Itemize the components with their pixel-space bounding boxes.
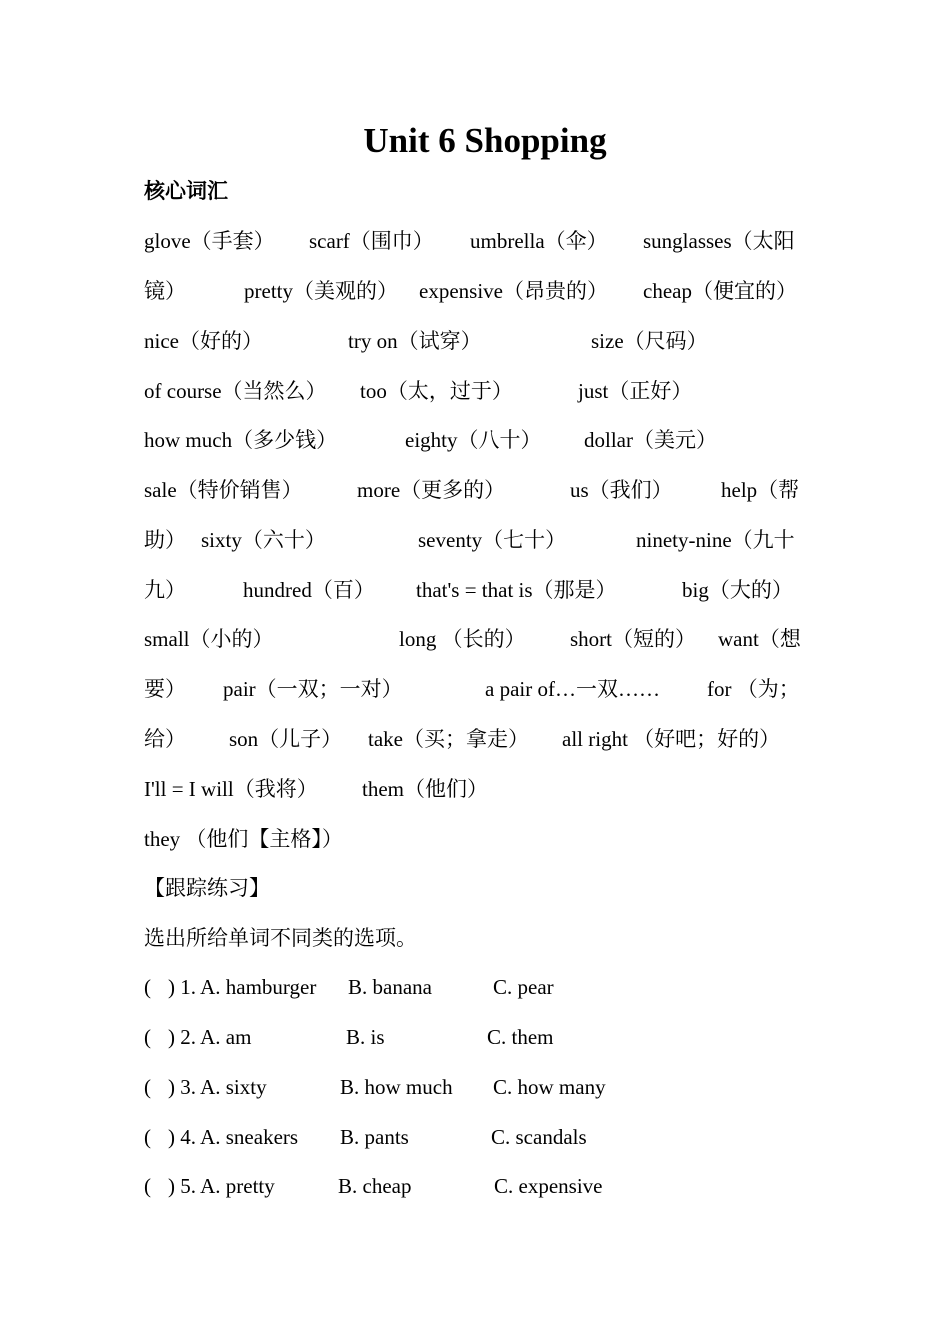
question-row (144, 1072, 814, 1102)
question-option-a: ) 4. A. sneakers (168, 1125, 299, 1149)
vocab-item: nice（好的） (144, 329, 263, 353)
question-option-a: ) 3. A. sixty (168, 1075, 267, 1099)
answer-bracket[interactable]: ( (144, 1075, 151, 1099)
vocab-item: glove（手套） (144, 229, 275, 253)
question-option-c: C. scandals (491, 1125, 587, 1149)
vocab-item: scarf（围巾） (309, 229, 434, 253)
question-row (144, 1122, 814, 1152)
practice-heading: 【跟踪练习】 (144, 876, 270, 900)
question-option-a: ) 1. A. hamburger (168, 975, 317, 999)
question-option-c: C. them (487, 1025, 554, 1049)
vocab-item: short（短的） (570, 627, 696, 651)
practice-instruction: 选出所给单词不同类的选项。 (144, 926, 417, 950)
question-row (144, 1022, 814, 1052)
vocab-line (144, 425, 814, 455)
question-option-b: B. how much (340, 1075, 453, 1099)
vocab-item: expensive（昂贵的） (419, 279, 608, 303)
vocab-item: small（小的） (144, 627, 274, 651)
vocab-item: us（我们） (570, 478, 673, 502)
vocab-item: 九） (144, 578, 186, 602)
vocab-line (144, 824, 814, 854)
page-title: Unit 6 Shopping (363, 121, 607, 160)
vocab-line (144, 376, 814, 406)
answer-bracket[interactable]: ( (144, 1025, 151, 1049)
vocab-item: that's = that is（那是） (416, 578, 617, 602)
vocab-line (144, 674, 814, 704)
vocab-item: too（太，过于） (360, 379, 513, 403)
vocab-item: pretty（美观的） (244, 279, 398, 303)
vocab-item: I'll = I will（我将） (144, 777, 318, 801)
question-option-b: B. is (346, 1025, 385, 1049)
vocab-item: pair（一双；一对） (223, 677, 403, 701)
vocab-item: sale（特价销售） (144, 478, 303, 502)
vocab-item: 镜） (144, 279, 186, 303)
vocab-item: son（儿子） (229, 727, 343, 751)
question-option-c: C. how many (493, 1075, 606, 1099)
question-row (144, 972, 814, 1002)
section-heading: 核心词汇 (144, 179, 228, 203)
vocab-item: just（正好） (578, 379, 693, 403)
answer-bracket[interactable]: ( (144, 1174, 151, 1198)
question-option-a: ) 5. A. pretty (168, 1174, 275, 1198)
answer-bracket[interactable]: ( (144, 1125, 151, 1149)
vocab-item: 给） (144, 727, 186, 751)
vocab-item: want（想 (718, 627, 801, 651)
vocab-item: 要） (144, 677, 186, 701)
vocab-item: all right （好吧；好的） (562, 727, 781, 751)
vocab-item: 助） (144, 528, 186, 552)
question-option-c: C. pear (493, 975, 554, 999)
vocab-item: more（更多的） (357, 478, 506, 502)
vocab-line (144, 525, 814, 555)
vocab-item: dollar（美元） (584, 428, 717, 452)
vocab-item: them（他们） (362, 777, 488, 801)
vocab-item: size（尺码） (591, 329, 708, 353)
question-option-c: C. expensive (494, 1174, 603, 1198)
vocab-line (144, 226, 814, 256)
vocab-item: eighty（八十） (405, 428, 542, 452)
vocab-line (144, 326, 814, 356)
vocab-item: take（买；拿走） (368, 727, 529, 751)
vocab-item: of course（当然么） (144, 379, 327, 403)
vocab-line (144, 724, 814, 754)
answer-bracket[interactable]: ( (144, 975, 151, 999)
vocab-item: umbrella（伞） (470, 229, 608, 253)
vocab-item: they （他们【主格】） (144, 827, 343, 851)
vocab-item: big（大的） (682, 578, 793, 602)
vocab-item: hundred（百） (243, 578, 375, 602)
vocab-item: sunglasses（太阳 (643, 229, 795, 253)
vocab-item: a pair of…一双…… (485, 677, 660, 701)
vocab-item: how much（多少钱） (144, 428, 338, 452)
vocab-item: sixty（六十） (201, 528, 326, 552)
vocab-line (144, 575, 814, 605)
vocab-item: try on（试穿） (348, 329, 482, 353)
vocab-item: for （为； (707, 677, 800, 701)
vocab-item: help（帮 (721, 478, 800, 502)
vocab-item: long （长的） (399, 627, 526, 651)
vocab-item: cheap（便宜的） (643, 279, 797, 303)
question-row (144, 1171, 814, 1201)
vocab-line (144, 774, 814, 804)
vocab-line (144, 276, 814, 306)
vocab-line (144, 475, 814, 505)
vocab-line (144, 624, 814, 654)
question-option-b: B. banana (348, 975, 432, 999)
question-option-b: B. pants (340, 1125, 409, 1149)
question-option-b: B. cheap (338, 1174, 412, 1198)
vocab-item: seventy（七十） (418, 528, 567, 552)
question-option-a: ) 2. A. am (168, 1025, 252, 1049)
vocab-item: ninety-nine（九十 (636, 528, 795, 552)
